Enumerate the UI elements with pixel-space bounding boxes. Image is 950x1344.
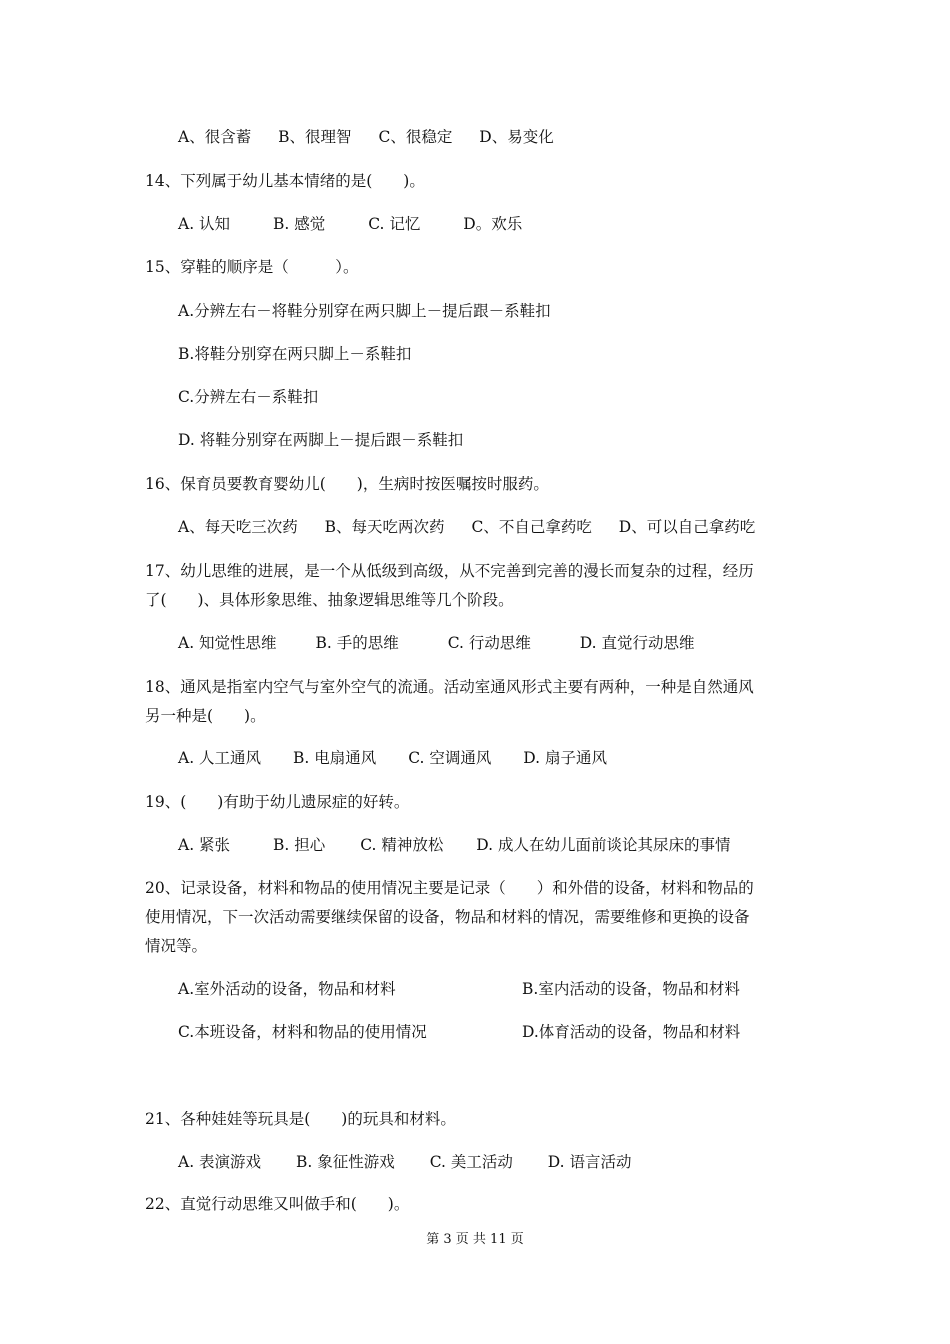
q14-stem: 14、下列属于幼儿基本情绪的是( )。 [145, 172, 425, 190]
q21-options [178, 1152, 632, 1172]
q20-option-c: C.本班设备，材料和物品的使用情况 [178, 1023, 427, 1041]
q21-option-d: D. 语言活动 [547, 1153, 632, 1171]
q17-option-d: D. 直觉行动思维 [579, 634, 695, 652]
q17-stem-line-1: 17、幼儿思维的进展，是一个从低级到高级，从不完善到完善的漫长而复杂的过程，经历 [145, 562, 754, 580]
q17-option-b: B. 手的思维 [315, 634, 399, 652]
q15-option-a: A.分辨左右－将鞋分别穿在两只脚上－提后跟－系鞋扣 [178, 302, 551, 320]
q18-option-d: D. 扇子通风 [523, 749, 608, 767]
q14-options [178, 214, 522, 234]
q16-option-c: C、不自己拿药吃 [471, 518, 592, 536]
q19-stem: 19、( )有助于幼儿遗尿症的好转。 [145, 793, 410, 811]
q19-options [178, 835, 731, 855]
q18-stem-line-2: 另一种是( )。 [145, 707, 266, 725]
q19-option-d: D. 成人在幼儿面前谈论其尿床的事情 [476, 836, 731, 854]
q20-option-d: D.体育活动的设备，物品和材料 [522, 1023, 741, 1041]
q18-options [178, 748, 607, 768]
q14-option-d: D。欢乐 [463, 215, 523, 233]
q15-stem: 15、穿鞋的顺序是（ ）。 [145, 258, 359, 276]
q15-option-d: D. 将鞋分别穿在两脚上－提后跟－系鞋扣 [178, 431, 464, 449]
q20-stem-line-1: 20、记录设备，材料和物品的使用情况主要是记录（ ）和外借的设备，材料和物品的 [145, 879, 754, 897]
q21-option-a: A. 表演游戏 [178, 1153, 262, 1171]
q13-options [178, 127, 554, 147]
q13-option-d: D、易变化 [479, 128, 554, 146]
q20-option-b: B.室内活动的设备，物品和材料 [522, 980, 740, 998]
q21-option-c: C. 美工活动 [429, 1153, 513, 1171]
q14-option-a: A. 认知 [178, 215, 231, 233]
q15-option-c: C.分辨左右－系鞋扣 [178, 388, 319, 406]
q20-stem-line-2: 使用情况，下一次活动需要继续保留的设备，物品和材料的情况，需要维修和更换的设备 [145, 908, 750, 926]
q18-option-c: C. 空调通风 [408, 749, 492, 767]
q18-stem-line-1: 18、通风是指室内空气与室外空气的流通。活动室通风形式主要有两种，一种是自然通风 [145, 678, 754, 696]
q13-option-c: C、很稳定 [378, 128, 453, 146]
q14-option-b: B. 感觉 [273, 215, 326, 233]
q17-option-a: A. 知觉性思维 [178, 634, 277, 652]
q21-stem: 21、各种娃娃等玩具是( )的玩具和材料。 [145, 1110, 456, 1128]
q16-stem: 16、保育员要教育婴幼儿( )，生病时按医嘱按时服药。 [145, 475, 549, 493]
q15-option-b: B.将鞋分别穿在两只脚上－系鞋扣 [178, 345, 412, 363]
q21-option-b: B. 象征性游戏 [296, 1153, 395, 1171]
q20-option-a: A.室外活动的设备，物品和材料 [178, 980, 396, 998]
q18-option-a: A. 人工通风 [178, 749, 262, 767]
q16-options [178, 517, 755, 537]
q17-option-c: C. 行动思维 [447, 634, 531, 652]
q16-option-a: A、每天吃三次药 [178, 518, 298, 536]
q16-option-b: B、每天吃两次药 [324, 518, 445, 536]
q14-option-c: C. 记忆 [368, 215, 421, 233]
q16-option-d: D、可以自己拿药吃 [618, 518, 756, 536]
q22-stem: 22、直觉行动思维又叫做手和( )。 [145, 1195, 410, 1213]
q19-option-a: A. 紧张 [178, 836, 231, 854]
page-footer: 第 3 页 共 11 页 [426, 1232, 524, 1247]
q17-stem-line-2: 了( )、具体形象思维、抽象逻辑思维等几个阶段。 [145, 591, 514, 609]
q18-option-b: B. 电扇通风 [293, 749, 377, 767]
q17-options [178, 633, 695, 653]
q20-stem-line-3: 情况等。 [145, 937, 208, 955]
q13-option-a: A、很含蓄 [178, 128, 252, 146]
q19-option-b: B. 担心 [273, 836, 326, 854]
q19-option-c: C. 精神放松 [360, 836, 444, 854]
q13-option-b: B、很理智 [278, 128, 352, 146]
